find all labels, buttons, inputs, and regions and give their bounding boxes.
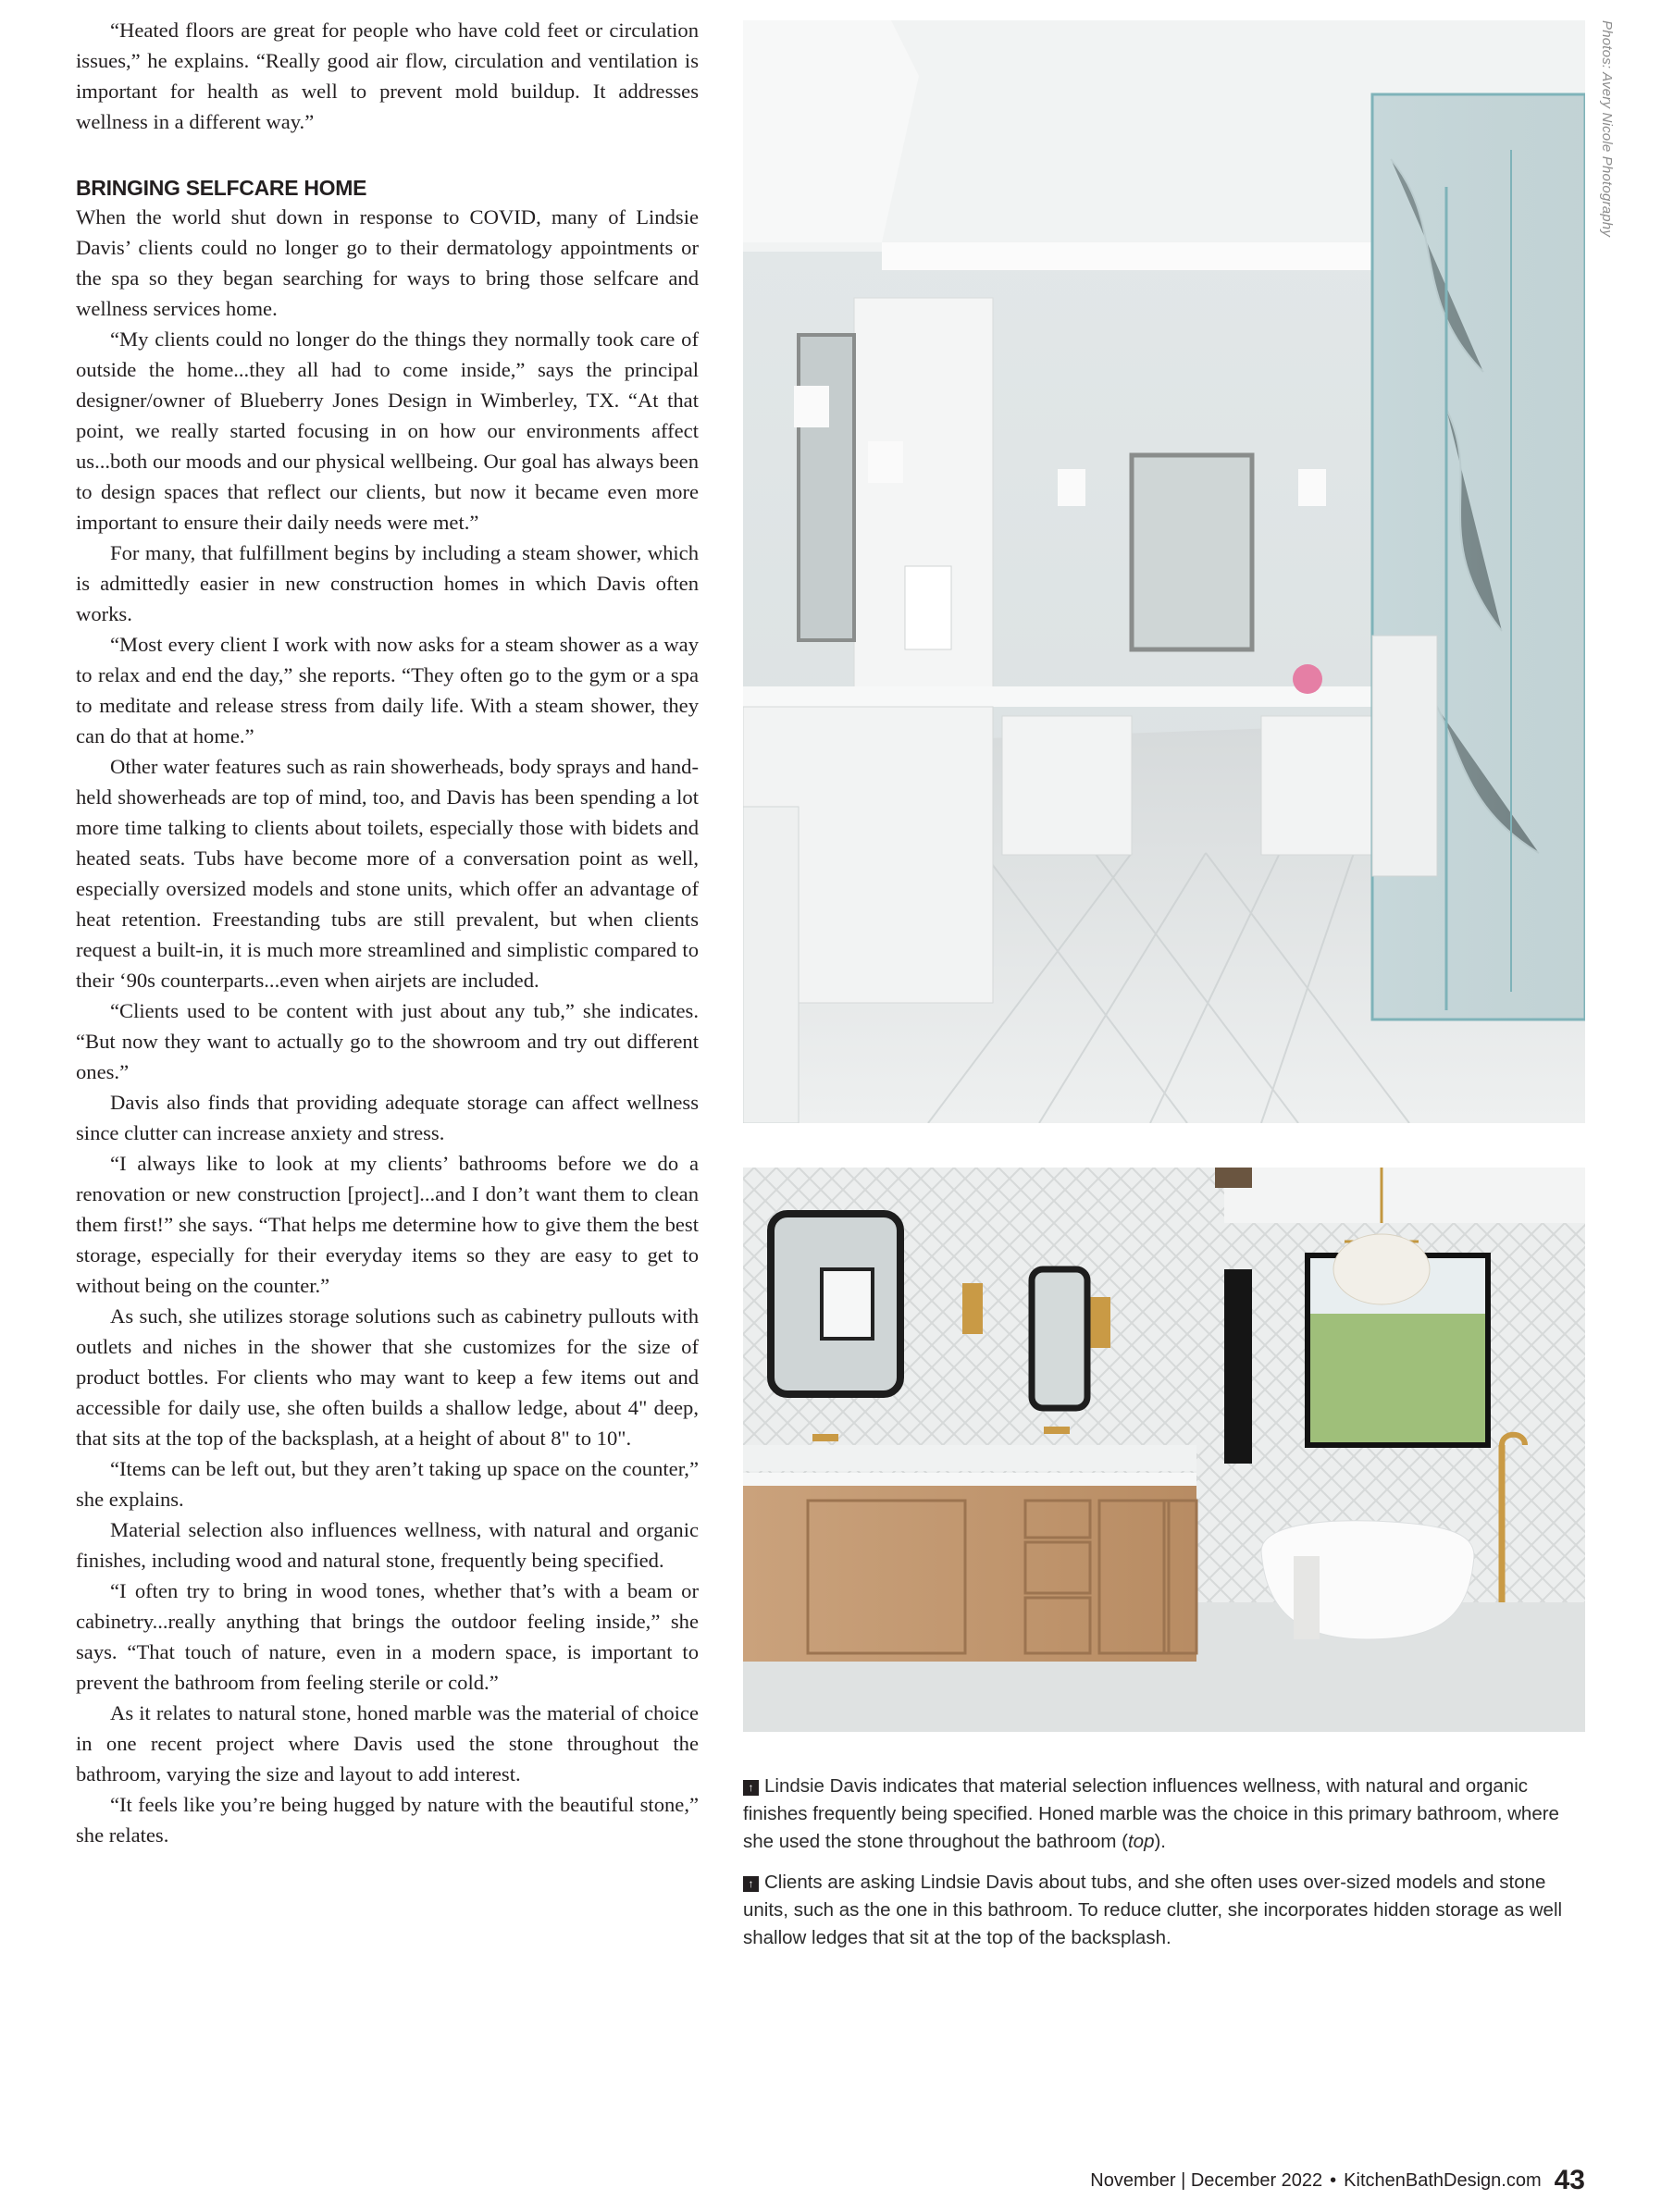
article-paragraph: “It feels like you’re being hugged by nature with the beautiful stone,” she relates. <box>76 1793 699 1847</box>
bathroom-photo-top <box>743 20 1585 1123</box>
article-paragraph: “Items can be left out, but they aren’t taking up space on the counter,” she explains. <box>76 1457 699 1511</box>
article-paragraph: When the world shut down in response to COVID, many of Lindsie Davis’ clients could no longer go to their dermatology appointments or the spa so they began searching for ways to bring those selfcare and wellness services home. <box>76 205 699 320</box>
article-paragraph: As such, she utilizes storage solutions such as cabinetry pullouts with outlets and niches in the shower that she customizes for the size of product bottles. For clients who may want to keep a few items out and accessible for daily use, she often builds a shallow ledge, about 4" deep, that sits at the top of the backsplash, at a height of about 8" to 10". <box>76 1304 699 1450</box>
article-paragraph: For many, that fulfillment begins by including a steam shower, which is admittedly easier in new construction homes in which Davis often works. <box>76 541 699 625</box>
article-paragraph: Davis also finds that providing adequate storage can affect wellness since clutter can increase anxiety and stress. <box>76 1091 699 1144</box>
article-paragraph: “Most every client I work with now asks for a steam shower as a way to relax and end the day,” she reports. “They often go to the gym or a spa to meditate and release stress from daily life. With a steam shower, they can do that at home.” <box>76 633 699 748</box>
issue-date: November | December 2022 <box>1090 2170 1323 2191</box>
article-paragraph: “Heated floors are great for people who have cold feet or circulation issues,” he explains. “Really good air flow, circulation and ventilation is important for health as well to prevent mold buildup. It addresses wellness in a different way.” <box>76 19 699 133</box>
article-paragraph: “I often try to bring in wood tones, whether that’s with a beam or cabinetry...really anything that brings the outdoor feeling inside,” she says. “That touch of nature, even in a modern space, is important to prevent the bathroom from feeling sterile or cold.” <box>76 1579 699 1694</box>
caption-top-photo <box>743 1773 1567 1856</box>
page-number: 43 <box>1554 2165 1585 2195</box>
article-paragraph: “Clients used to be content with just about any tub,” she indicates. “But now they want to actually go to the showroom and try out different ones.” <box>76 999 699 1083</box>
page-footer <box>1090 2165 1585 2196</box>
caption-text-end: ). <box>1154 1831 1167 1852</box>
bullet-separator: • <box>1330 2170 1337 2191</box>
article-column <box>76 15 699 1850</box>
arrow-up-icon: ↑ <box>743 1876 759 1892</box>
article-paragraph: Other water features such as rain showerheads, body sprays and hand-held showerheads are top of mind, too, and Davis has been spending a lot more time talking to clients about toilets, especially those with bidets and heated seats. Tubs have become more of a conversation point as well, especially oversized models and stone units, which offer an advantage of heat retention. Freestanding tubs are still prevalent, but when clients request a built-in, it is much more streamlined and simplistic compared to their ‘90s counterparts...even when airjets are included. <box>76 755 699 992</box>
captions <box>743 1773 1567 1965</box>
website-name: KitchenBathDesign.com <box>1344 2170 1542 2191</box>
article-paragraph: As it relates to natural stone, honed marble was the material of choice in one recent project where Davis used the stone throughout the bathroom, varying the size and layout to add interest. <box>76 1701 699 1786</box>
caption-bottom-photo <box>743 1869 1567 1952</box>
caption-text: Clients are asking Lindsie Davis about tubs, and she often uses over-sized models and stone units, such as the one in this bathroom. To reduce clutter, she incorporates hidden storage as well shallow ledges that sit at the top of the backsplash. <box>743 1872 1563 1948</box>
photo-credit: Photos: Avery Nicole Photography <box>1599 20 1615 238</box>
arrow-up-icon: ↑ <box>743 1780 759 1796</box>
article-paragraph: “I always like to look at my clients’ bathrooms before we do a renovation or new construction [project]...and I don’t want them to clean them first!” she says. “That helps me determine how to give them the best storage, especially for their everyday items so they are easy to get to without being on the counter.” <box>76 1152 699 1297</box>
caption-emphasis: top <box>1127 1831 1155 1852</box>
section-heading: BRINGING SELFCARE HOME <box>76 176 367 200</box>
caption-text: Lindsie Davis indicates that material selection influences wellness, with natural and organic finishes frequently being specified. Honed marble was the choice in this primary bathroom, where she used the stone throughout the bathroom ( <box>743 1775 1559 1852</box>
article-paragraph: “My clients could no longer do the things they normally took care of outside the home...they all had to come inside,” says the principal designer/owner of Blueberry Jones Design in Wimberley, TX. “At that point, we really started focusing in on how our environments affect us...both our moods and our physical wellbeing. Our goal has always been to design spaces that reflect our clients, but now it became even more important to ensure their daily needs were met.” <box>76 327 699 534</box>
bathroom-photo-bottom <box>743 1168 1585 1732</box>
article-paragraph: Material selection also influences wellness, with natural and organic finishes, including wood and natural stone, frequently being specified. <box>76 1518 699 1572</box>
